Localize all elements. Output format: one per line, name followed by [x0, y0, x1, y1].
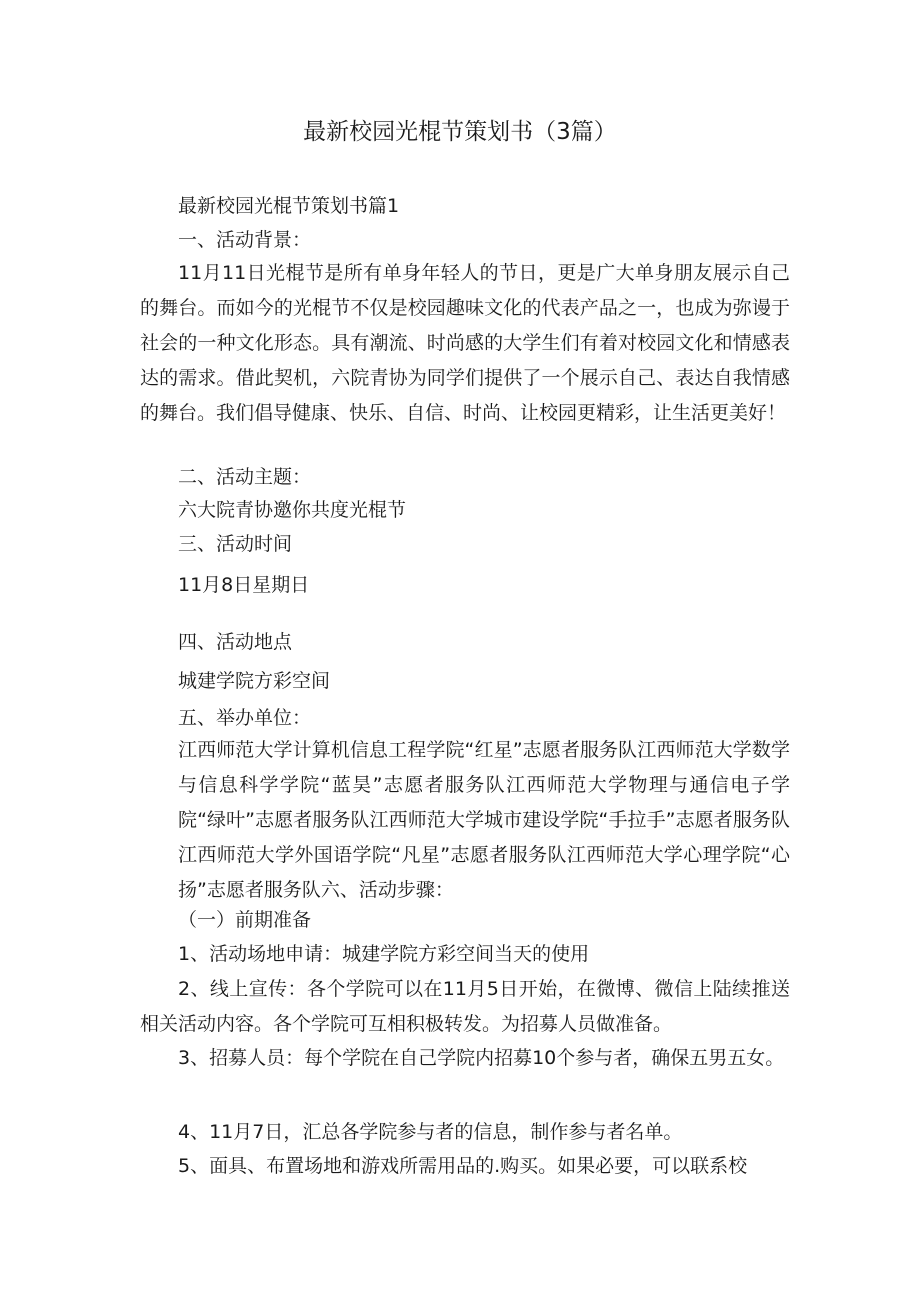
document-title: 最新校园光棍节策划书（3篇） — [303, 119, 617, 145]
theme-text: 六大院青协邀你共度光棍节 — [178, 499, 407, 521]
step-item-5: 5、面具、布置场地和游戏所需用品的.购买。如果必要，可以联系校 — [178, 1155, 748, 1177]
time-heading: 三、活动时间 — [178, 533, 293, 555]
background-paragraph: 11月11日光棍节是所有单身年轻人的节日，更是广大单身朋友展示自己的舞台。而如今的光棍节不仅是校园趣味文化的代表产品之一，也成为弥谩于社会的一种文化形态。具有潮流、时尚感的大学生们有着对校园文化和情感表达的需求。借此契机，六院青协为同学们提供了一个展示自己、表达自我情感的舞台。我们倡导健康、快乐、自信、时尚、让校园更精彩，让生活更美好！ — [140, 262, 790, 424]
location-heading: 四、活动地点 — [178, 631, 293, 653]
step-item-3: 3、招募人员：每个学院在自己学院内招募10个参与者，确保五男五女。 — [178, 1047, 785, 1069]
location-text: 城建学院方彩空间 — [178, 670, 331, 692]
background-heading: 一、活动背景： — [178, 229, 312, 251]
organizers-heading: 五、举办单位： — [178, 707, 312, 729]
theme-heading: 二、活动主题： — [178, 466, 312, 488]
time-text: 11月8日星期日 — [178, 574, 310, 596]
organizers-paragraph: 江西师范大学计算机信息工程学院“红星”志愿者服务队江西师范大学数学与信息科学学院“蓝昊”志愿者服务队江西师范大学物理与通信电子学院“绿叶”志愿者服务队江西师范大学城市建设学院“手拉手”志愿者服务队江西师范大学外国语学院“凡星”志愿者服务队江西师范大学心理学院“心扬”志愿者服务队六、活动步骤： — [178, 739, 790, 901]
step-item-1: 1、活动场地申请：城建学院方彩空间当天的使用 — [178, 943, 590, 965]
step-item-4: 4、11月7日，汇总各学院参与者的信息，制作参与者名单。 — [178, 1121, 683, 1143]
steps-heading: （一）前期准备 — [178, 909, 312, 931]
section-heading: 最新校园光棍节策划书篇1 — [178, 195, 400, 217]
step-item-2: 2、线上宣传：各个学院可以在11月5日开始，在微博、微信上陆续推送相关活动内容。各个学院可互相积极转发。为招募人员做准备。 — [140, 978, 790, 1035]
